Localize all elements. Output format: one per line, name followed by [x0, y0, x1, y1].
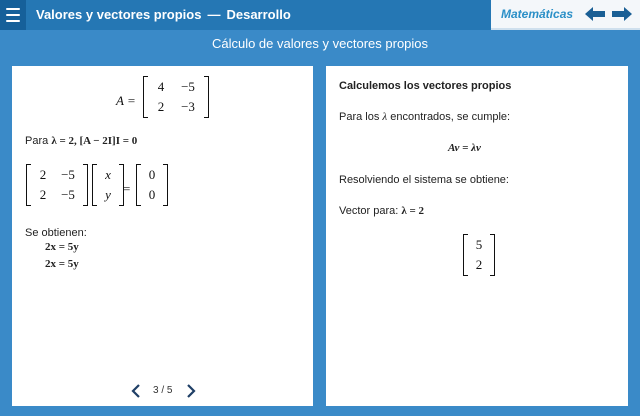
vector-prefix: Vector para:: [339, 205, 399, 217]
page-separator: /: [161, 385, 165, 396]
arrow-right-icon[interactable]: [611, 6, 633, 22]
matrix-cell: 4: [157, 79, 165, 94]
page-heading: Cálculo de valores y vectores propios: [211, 36, 429, 51]
zero-vector: [136, 164, 168, 206]
page-indicator: [153, 385, 172, 396]
condition-text: [339, 111, 510, 123]
variable-vector: [92, 164, 124, 206]
condition-suffix: encontrados, se cumple:: [390, 111, 511, 123]
vector-cell: 2: [475, 257, 483, 272]
lesson-title: Valores y vectores propios: [36, 7, 202, 22]
matrix-cell: 2: [39, 187, 47, 202]
system-text: Resolviendo el sistema se obtiene:: [339, 174, 509, 186]
vector-lambda: λ = 2: [401, 205, 425, 217]
subject-label[interactable]: Matemáticas: [501, 7, 574, 21]
page-current: 3: [153, 385, 159, 396]
eigen-equation: Av = λv: [448, 142, 481, 154]
menu-icon[interactable]: [0, 0, 26, 30]
equation-1: 2x = 5y: [45, 241, 79, 253]
chevron-right-icon[interactable]: [185, 384, 197, 398]
vector-cell: x: [105, 167, 111, 182]
matrix-a: [143, 76, 209, 118]
matrix-cell: 2: [39, 167, 47, 182]
vector-label: [339, 205, 424, 217]
matrix-cell: 2: [157, 99, 165, 114]
title-separator: —: [207, 7, 221, 22]
obtained-label: Se obtienen:: [25, 227, 87, 239]
page-total: 5: [166, 385, 173, 396]
app-title: [36, 0, 291, 30]
condition-prefix: Para los: [339, 111, 380, 123]
system-matrix: [26, 164, 88, 206]
lambda-prefix: Para: [25, 135, 49, 147]
right-panel: [326, 66, 628, 406]
vector-cell: 0: [148, 187, 156, 202]
matrix-a-label: A =: [116, 93, 136, 108]
arrow-left-icon[interactable]: [584, 6, 606, 22]
top-bar: [0, 0, 640, 30]
lambda-line: [25, 135, 137, 147]
equation-2: 2x = 5y: [45, 258, 79, 270]
left-panel: [12, 66, 313, 406]
eigenvector: [463, 234, 495, 276]
matrix-cell: −3: [181, 99, 195, 114]
vector-cell: 5: [475, 237, 483, 252]
lesson-section: Desarrollo: [226, 7, 291, 22]
matrix-cell: −5: [61, 167, 75, 182]
matrix-cell: −5: [181, 79, 195, 94]
matrix-cell: −5: [61, 187, 75, 202]
right-panel-heading: Calculemos los vectores propios: [339, 80, 512, 92]
vector-cell: 0: [148, 167, 156, 182]
subject-tab: [491, 0, 640, 30]
vector-cell: y: [105, 187, 111, 202]
equals-sign: =: [123, 181, 131, 196]
condition-lambda: λ: [382, 111, 388, 123]
lambda-equation: λ = 2, [A − 2I]I = 0: [51, 135, 138, 147]
chevron-left-icon[interactable]: [130, 384, 142, 398]
